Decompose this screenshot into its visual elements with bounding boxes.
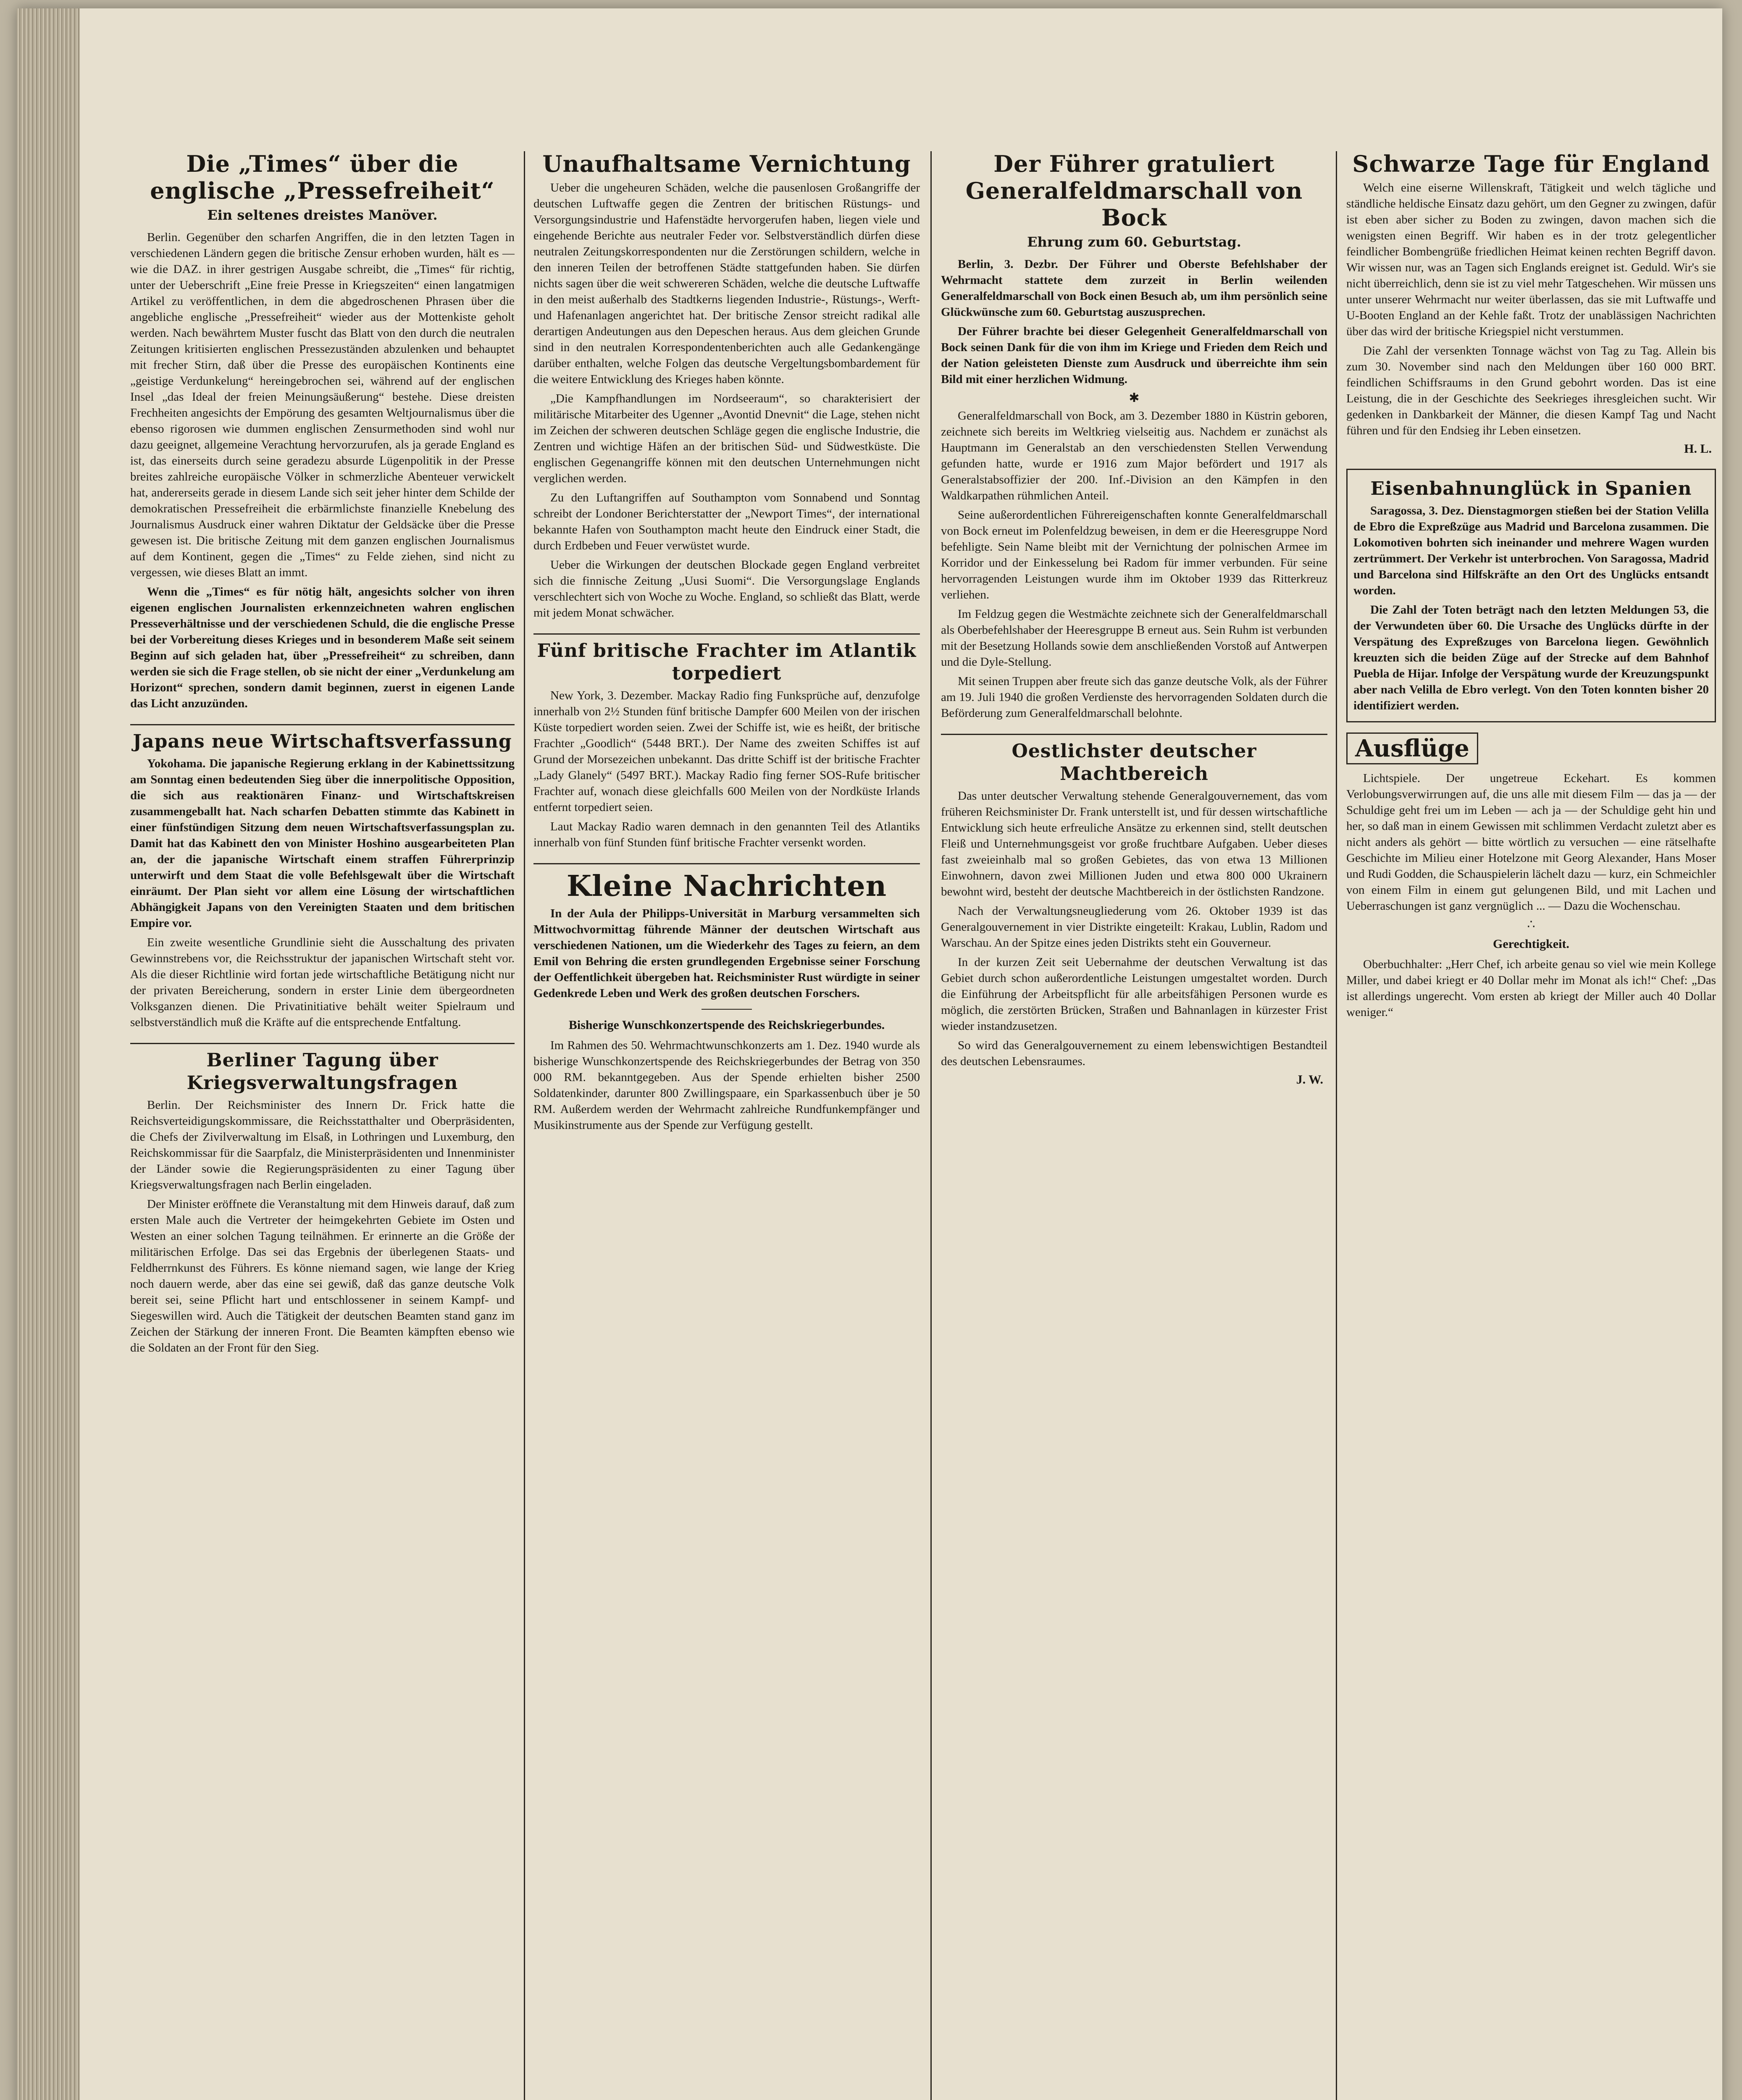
subheadline: Ehrung zum 60. Geburtstag. (1027, 234, 1241, 250)
paragraph: Berlin. Der Reichsminister des Innern Dr. Frick hatte die Reichsverteidigungskommissare, die Reichsstatthalter und Oberpräsidenten, die Chefs der Zivilverwaltung im Elsaß, in Lothringen und Luxemburg, den Reichskommissar für die Saarpfalz, die Ministerpräsidenten und Innenminister der Länder sowie die Regierungspräsidenten zu einer Tagung über Kriegsverwaltungsfragen nach Berlin eingeladen. (130, 1098, 515, 1192)
section-title: Ausflüge (1346, 732, 1478, 764)
paragraph: Welch eine eiserne Willenskraft, Tätigkeit und welch tägliche und ständliche heldische Einsatz dazu gehört, um den Gegner zu zwingen, dafür ist eben aber sicher zu Boden zu zwingen, davon machen sich die wenigsten einen Begriff. Wir haben es in der trotz gelegentlicher feindlicher Bombengrüße friedlichen Heimat keinen rechten Begriff davon. Wir wissen nur, was an Tagen sich Englands ereignet ist. Geduld. Wir's sie nicht überreichlich, denn sie ist zu viel mehr Tatgeschehen. Wir müssen uns unter unserer Wehrmacht nur weiter überlassen, das sie mit Luftwaffe und U-Booten England an der Kehle faßt. Trotz der unablässigen Nachrichten über das wird der britische Kriegspiel nicht verstummen. (1346, 181, 1716, 338)
headline: Schwarze Tage für England (1352, 150, 1710, 177)
headline: Japans neue Wirtschaftsverfassung (133, 731, 512, 752)
article-eisenbahnunglueck (1346, 469, 1716, 722)
paragraph: Generalfeldmarschall von Bock, am 3. Dezember 1880 in Küstrin geboren, zeichnete sich bereits im Weltkrieg vielseitig aus. Nachdem er zunächst als Hauptmann im Generalstab an den verschiedensten Stellen Verwendung gefunden hatte, wurde er 1916 zum Major befördert und 1917 als Generalstabsoffizier der 200. Inf.-Division an den Kämpfen in den Waldkarpathen rühmlichen Anteil. (941, 409, 1327, 502)
headline: Die „Times“ über die englische „Pressefreiheit“ (150, 150, 495, 204)
paragraph: In der kurzen Zeit seit Uebernahme der deutschen Verwaltung ist das Gebiet durch schon außerordentliche Leistungen umgestaltet worden. Durch die Einführung der Arbeitspflicht für alle arbeitsfähigen Personen wurde es möglich, die zerstörten Brücken, Straßen und Bahnanlagen in kürzester Frist wieder instandzusetzen. (941, 956, 1327, 1033)
headline: Eisenbahnunglück in Spanien (1370, 478, 1692, 499)
paragraph: Mit seinen Truppen aber freute sich das ganze deutsche Volk, als der Führer am 19. Juli 1940 die großen Verdienste des hervorragenden Soldaten durch die Beförderung zum Generalfeldmarschall belohnte. (941, 675, 1327, 720)
divider (130, 1043, 515, 1044)
article-berlin (130, 1049, 515, 1356)
article-times (130, 150, 515, 711)
article-vernichtung (533, 150, 920, 621)
divider (533, 863, 920, 864)
headline: Fünf britische Frachter im Atlantik torpediert (537, 640, 917, 684)
headline: Kleine Nachrichten (566, 869, 887, 903)
article-japan (130, 730, 515, 1030)
paragraph: Berlin. Gegenüber den scharfen Angriffen, die in den letzten Tagen in verschiedenen Ländern gegen die britische Zensur erhoben wurden, hält es — wie die DAZ. in ihrer gestrigen Ausgabe schreibt, die „Times“ für richtig, unter der Ueberschrift „Eine freie Presse in Kriegszeiten“ einen langatmigen Artikel zu veröffentlichen, in dem die abgedroschenen Phrasen über die angebliche englische „Pressefreiheit“ wieder aus der Mottenkiste geholt werden. Nach bewährtem Muster fuscht das Blatt von den durch die neutralen Zeitungen kritisierten englischen Pressezuständen abzulenken und behauptet mit frecher Stirn, daß über die Presse des europäischen Kontinents eine „geistige Verdunkelung“ hereingebrochen sei, während auf der englischen Insel „das Ideal der freien Meinungsäußerung“ bestehe. Diese dreisten Frechheiten angesichts der Empörung des gesamten Weltjournalismus über die ebenso rigorosen wie dummen englischen Zensurmethoden sind wohl nur dazu geeignet, allgemeine Verachtung hervorzurufen, als ja gerade England es ist, das einerseits durch seine geradezu absurde Lügenpolitik in der Presse breites zahlreiche europäische Völker in schmerzliche Abenteuer verwickelt hat, andererseits gerade in diesem Lande sich seit jeher hinter dem Schilde der demokratischen Pressefreiheit die erbärmlichste finanzielle Knebelung des Journalismus Ausdruck einer wahren Diktatur der Geldsäcke über die Presse gewesen ist. Die britische Zeitung mit dem ganzen englischen Journalismus auf dem Kontinent, gegen die „Times“ zu Felde ziehen, sind nicht zu vergessen, wie dieses Blatt an immt. (130, 231, 515, 579)
divider-dots-icon: ∴ (1527, 918, 1535, 932)
article-ausflug (1346, 728, 1716, 1020)
author-signature: J. W. (1296, 1073, 1323, 1087)
paragraph: Oberbuchhalter: „Herr Chef, ich arbeite genau so viel wie mein Kollege Miller, und dabei kriegt er 40 Dollar mehr im Monat als ich!“ Chef: „Das ist allerdings ungerecht. Vom ersten ab kriegt der Miller auch 40 Dollar weniger.“ (1346, 958, 1716, 1019)
column-rule (930, 151, 932, 2100)
headline: Unaufhaltsame Vernichtung (542, 150, 911, 177)
column-4 (1346, 147, 1716, 2100)
column-2 (533, 147, 920, 2100)
newspaper-page (17, 8, 1722, 2100)
article-osten (941, 740, 1327, 1087)
book-binding (17, 8, 80, 2100)
headline: Berliner Tagung über Kriegsverwaltungsfragen (187, 1050, 458, 1094)
paragraph: So wird das Generalgouvernement zu einem lebenswichtigen Bestandteil des deutschen Lebensraumes. (941, 1039, 1327, 1068)
paragraph: Wenn die „Times“ es für nötig hält, angesichts solcher von ihren eigenen englischen Journalisten erkennzeichneten wahren englischen Presseverhältnisse und der verschiedenen Schuld, die die englische Presse bei der Vorbereitung dieses Krieges und in besonderem Maße seit seinem Beginn auf sich geladen hat, über „Pressefreiheit“ zu schreiben, dann werden sie sich die Frage stellen, ob sie nicht der einer „Verdunkelung am Horizont“ sprechen, sondern damit beginnen, zuerst in eigenen Lande das Licht anzuzünden. (130, 585, 515, 710)
paragraph: Saragossa, 3. Dez. Dienstagmorgen stießen bei der Station Velilla de Ebro die Expreßzüge aus Madrid und Barcelona zusammen. Die Lokomotiven bohrten sich ineinander und mehrere Wagen wurden zertrümmert. Der Verkehr ist unterbrochen. Von Saragossa, Madrid und Barcelona sind Hilfskräfte an den Ort des Unglücks entsandt worden. (1353, 504, 1709, 597)
headline: Der Führer gratuliert Generalfeldmarschall von Bock (965, 150, 1303, 231)
paragraph: Im Feldzug gegen die Westmächte zeichnete sich der Generalfeldmarschall als Oberbefehlshaber der Heeresgruppe B erneut aus. Sein Ruhm ist verbunden mit der Besetzung Hollands sowie dem anschließenden Vorstoß auf Antwerpen und die Dyle-Stellung. (941, 607, 1327, 669)
subheadline: Gerechtigkeit. (1493, 937, 1569, 951)
headline: Oestlichster deutscher Machtbereich (1012, 740, 1257, 785)
article-schwarze-tage (1346, 150, 1716, 456)
paragraph: Die Zahl der versenkten Tonnage wächst von Tag zu Tag. Allein bis zum 30. November sind nach den Meldungen über 160 000 BRT. feindlichen Schiffsraums in den Grund gebohrt worden. Das ist eine Leistung, die in der Geschichte des Seekrieges ihresgleichen sucht. Wir gedenken in Dankbarkeit der Männer, die diesen Kampf Tag und Nacht führen und für den Endsieg ihr Leben einsetzen. (1346, 344, 1716, 437)
subheadline: Ein seltenes dreistes Manöver. (207, 207, 438, 223)
paragraph: Der Minister eröffnete die Veranstaltung mit dem Hinweis darauf, daß zum ersten Male auch die Vertreter der heimgekehrten Gebiete im Osten und Westen an einer solchen Tagung teilnähmen. Er erinnerte an die Größe der militärischen Erfolge. Das sei das Ergebnis der überlegenen Staats- und Feldherrnkunst des Führers. Es könne niemand sagen, wie lange der Krieg noch dauern werde, aber das eine sei gewiß, daß das ganze deutsche Volk bereit sei, seine Pflicht hart und entschlossener in seinem Kampf- und Siegeswillen wird. Auch die Tätigkeit der deutschen Beamten stand ganz im Zeichen der Stärkung der inneren Front. Die Beamten kämpften ebenso wie die Soldaten an der Front für den Sieg. (130, 1197, 515, 1354)
divider (533, 633, 920, 635)
paragraph: Seine außerordentlichen Führereigenschaften konnte Generalfeldmarschall von Bock erneut im Polenfeldzug beweisen, in dem er die Heeresgruppe Nord befehligte. Sein Name bleibt mit der Vernichtung der polnischen Armee im Korridor und der Einkesselung bei Radom für immer verbunden. Für seine hervorragenden Leistungen wurde ihm im Oktober 1939 das Ritterkreuz verliehen. (941, 508, 1327, 601)
article-frachter (533, 640, 920, 850)
paragraph: Der Führer brachte bei dieser Gelegenheit Generalfeldmarschall von Bock seinen Dank für die von ihm im Kriege und Frieden dem Reich und der Nation geleisteten Dienste zum Ausdruck und überreichte ihm sein Bild mit einer herzlichen Widmung. (941, 325, 1327, 386)
paragraph: Berlin, 3. Dezbr. Der Führer und Oberste Befehlshaber der Wehrmacht stattete dem zurzeit in Berlin weilenden Generalfeldmarschall von Bock einen Besuch ab, um ihm persönlich seine Glückwünsche zum 60. Geburtstag auszusprechen. (941, 257, 1327, 319)
paragraph: Im Rahmen des 50. Wehrmachtwunschkonzerts am 1. Dez. 1940 wurde als bisherige Wunschkonzertspende des Reichskriegerbundes der Betrag von 350 000 RM. bekanntgegeben. Aus der Spende erhielten bisher 2500 Soldatenkinder, darunter 800 Zwillingspaare, ein Sparkassenbuch über je 50 RM. Außerdem werden der Wehrmacht zahlreiche Rundfunkempfänger und Musikinstrumente aus der Spende zur Verfügung gestellt. (533, 1039, 920, 1132)
column-rule (524, 151, 525, 2100)
column-rule (1336, 151, 1337, 2100)
paragraph: Yokohama. Die japanische Regierung erklang in der Kabinettssitzung am Sonntag einen bedeutenden Sieg über die innerpolitische Opposition, die sich aus reaktionären Finanz- und Wirtschaftskreisen zusammengeballt hat. Nach scharfen Debatten stimmte das Kabinett in einer fünfstündigen Sitzung dem neuen Wirtschaftsverfassungsplan zu. Damit hat das Kabinett den von Minister Hoshino ausgearbeiteten Plan an, der die japanische Wirtschaft einem straffen Führerprinzip unterwirft und dem Staat die volle Befehlsgewalt über die Wirtschaft einräumt. Der Plan sieht vor allem eine Lösung der wirtschaftlichen Abhängigkeit Japans von den Vereinigten Staaten und dem britischen Empire vor. (130, 757, 515, 930)
paragraph: Ueber die Wirkungen der deutschen Blockade gegen England verbreitet sich die finnische Zeitung „Uusi Suomi“. Die Versorgungslage Englands verschlechtert sich von Woche zu Woche. England, so schließt das Blatt, werde mit jedem Monat schwächer. (533, 558, 920, 620)
article-fuehrer (941, 150, 1327, 721)
paragraph: Zu den Luftangriffen auf Southampton vom Sonnabend und Sonntag schreibt der Londoner Berichterstatter der „Newport Times“, der international bekannte Hafen von Southampton macht heute den Eindruck einer Stadt, die durch Erdbeben und Feuer verwüstet wurde. (533, 491, 920, 552)
divider (130, 724, 515, 725)
paragraph: Die Zahl der Toten beträgt nach den letzten Meldungen 53, die der Verwundeten über 60. Die Ursache des Unglücks dürfte in der Verspätung des Expreßzuges von Barcelona liegen. Gewöhnlich kreuzten sich die beiden Züge auf der Strecke auf dem Bahnhof Puebla de Hijar. Infolge der Verspätung wurde der Kreuzungspunkt aber nach Velilla de Ebro verlegt. Von den Toten konnten bisher 20 identifiziert werden. (1353, 603, 1709, 712)
paragraph: Lichtspiele. Der ungetreue Eckehart. Es kommen Verlobungsverwirrungen auf, die uns alle mit diesem Film — das ja — der Schuldige geht frei um im Leben — ach ja — der Schuldige geht hin und her, so daß man in einem Gewissen mit schlimmen Verdacht zuletzt aber es nicht anders als gehört — bitte wörtlich zu versuchen — eine rätselhafte Geschichte im Milieu einer Hotelzone mit Georg Alexander, Hans Moser und Rudi Godden, die Schauspielerin lächelt dazu — kurz, ein Schmeichler von einem Film in einem gut gelungenen Bild, und mit Lachen und Ueberraschungen ist ganz vergnüglich ... — Dazu die Wochenschau. (1346, 772, 1716, 913)
divider (702, 1009, 752, 1010)
paragraph: Nach der Verwaltungsneugliederung vom 26. Oktober 1939 ist das Generalgouvernement in vier Distrikte eingeteilt: Krakau, Lublin, Radom und Warschau. An der Spitze eines jeden Distrikts steht ein Gouverneur. (941, 904, 1327, 950)
article-kleine-nachrichten (533, 869, 920, 1133)
star-icon: ✱ (1129, 391, 1140, 405)
paragraph: Ein zweite wesentliche Grundlinie sieht die Ausschaltung des privaten Gewinnstrebens vor, die Reichsstruktur der japanischen Wirtschaft steht vor. Als die dieser Richtlinie wird fortan jede wirtschaftliche Betätigung nicht nur der privaten Bereicherung, sondern in erster Linie dem übergeordneten Volksganzen dienen. Die Privatinitiative behält weiter Spielraum und selbstverständlich muß die Kräfte auf die entsprechende Entfaltung. (130, 936, 515, 1029)
column-3 (941, 147, 1327, 2100)
paragraph: Laut Mackay Radio waren demnach in den genannten Teil des Atlantiks innerhalb von fünf Stunden fünf britische Frachter versenkt worden. (533, 820, 920, 849)
paragraph: „Die Kampfhandlungen im Nordseeraum“, so charakterisiert der militärische Mitarbeiter des Ugenner „Avontid Dnevnit“ die Lage, stehen nicht im Zeichen der schweren deutschen Schläge gegen die englische Industrie, die Zentren und wichtige Häfen an der britischen Süd- und Südwestküste. Die englischen Gegenangriffe können mit den deutschen Unternehmungen nicht verglichen werden. (533, 392, 920, 485)
column-1 (130, 147, 515, 2100)
divider (941, 734, 1327, 735)
author-signature: H. L. (1684, 442, 1712, 456)
paragraph: New York, 3. Dezember. Mackay Radio fing Funksprüche auf, denzufolge innerhalb von 2½ Stunden fünf britische Dampfer 600 Meilen von der irischen Küste torpediert worden seien. Zwei der Schiffe ist, wie es heißt, der britische Frachter „Goodlich“ (5448 BRT.). Der Name des zweiten Schiffes ist auf Grund der Morsezeichen unbekannt. Das dritte Schiff ist der britische Frachter „Lady Glanely“ (5497 BRT.). Mackay Radio fing ferner SOS-Rufe britischer Frachter auf, wonach diese gleichfalls 600 Meilen von der Nordküste Irlands entfernt torpediert seien. (533, 689, 920, 814)
subheadline: Bisherige Wunschkonzertspende des Reichskriegerbundes. (568, 1018, 885, 1032)
paragraph: In der Aula der Philipps-Universität in Marburg versammelten sich Mittwochvormittag führende Männer der deutschen Wirtschaft aus verschiedenen Nationen, um die Wiederkehr des Tages zu feiern, an dem Emil von Behring die ersten grundlegenden Ergebnisse seiner Forschung der Oeffentlichkeit übergeben hat. Reichsminister Rust würdigte in seiner Gedenkrede Leben und Werk des großen deutschen Forschers. (533, 907, 920, 1000)
paragraph: Das unter deutscher Verwaltung stehende Generalgouvernement, das vom früheren Reichsminister Dr. Frank unterstellt ist, und für dessen wirtschaftliche Entwicklung sich heute erfreuliche Ansätze zu erkennen sind, stellt deutschen Fleiß und Unternehmungsgeist vor große fruchtbare Aufgaben. Ueber dieses fast zweieinhalb mal so großen Gebietes, das von etwa 13 Millionen Einwohnern, davon zwei Millionen Juden und etwa 800 000 Ukrainern bewohnt wird, besteht der deutsche Machtbereich in der östlichsten Randzone. (941, 789, 1327, 898)
paragraph: Ueber die ungeheuren Schäden, welche die pausenlosen Großangriffe der deutschen Luftwaffe gegen die Zentren der britischen Rüstungs- und Versorgungsindustrie und Hafenstädte hervorgerufen haben, liegen viele und eingehende Berichte aus neutraler Feder vor. Selbstverständlich dürfen diese neutralen Zeitungskorrespondenten nur die Zerstörungen schildern, welche in den inneren Teilen der betroffenen Städte stattgefunden haben. Sie dürfen nichts sagen über die weit schwereren Schäden, welche die deutsche Luftwaffe in den meist außerhalb des Stadtkerns liegenden Industrie-, Rüstungs-, Werft- und Hafenanlagen angerichtet hat. Der britische Zensor streicht radikal alle derartigen Andeutungen aus den Depeschen heraus. Aus dem gleichen Grunde sind in den neutralen Korrespondentenberichten auch alle Gedankengänge darüber enthalten, welche Folgen das deutsche Vergeltungsbombardement für die weitere Entwicklung des Krieges haben könnte. (533, 181, 920, 386)
